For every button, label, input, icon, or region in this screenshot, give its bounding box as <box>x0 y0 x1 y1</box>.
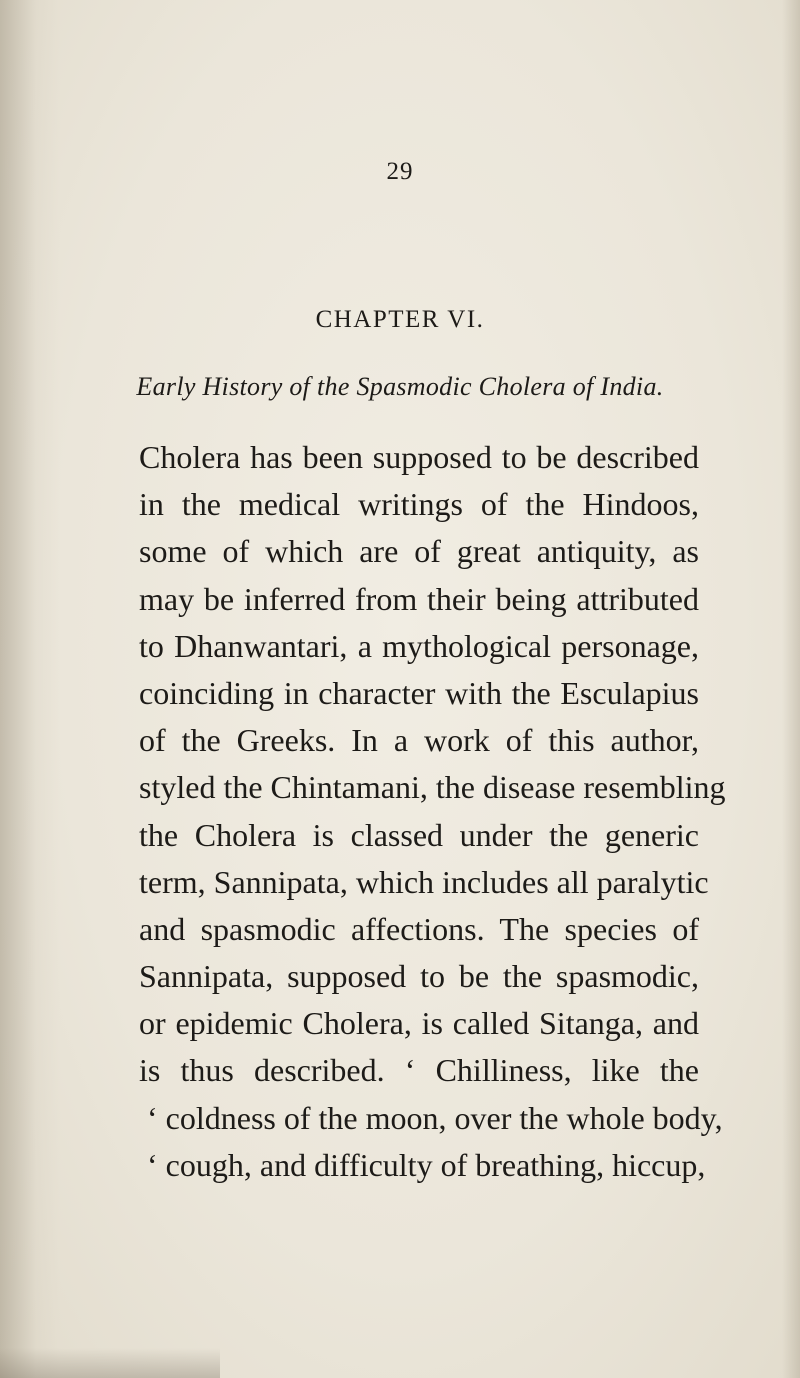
text-line: is thus described. ‘ Chilliness, like the <box>139 1052 699 1089</box>
text-line: may be inferred from their being attributed <box>139 580 699 617</box>
text-line: or epidemic Cholera, is called Sitanga, and <box>139 1005 699 1042</box>
page-stain <box>0 1348 220 1378</box>
chapter-heading: CHAPTER VI. <box>315 306 485 333</box>
chapter-subtitle: Early History of the Spasmodic Cholera of India. <box>136 372 664 401</box>
text-line: ‘ cough, and difficulty of breathing, hiccup, <box>147 1146 706 1183</box>
text-line: the Cholera is classed under the generic <box>139 816 699 853</box>
body-paragraph <box>139 434 726 1189</box>
text-line: Cholera has been supposed to be described <box>139 439 699 475</box>
text-line: in the medical writings of the Hindoos, <box>139 486 699 523</box>
text-line: some of which are of great antiquity, as <box>139 533 699 570</box>
text-line: to Dhanwantari, a mythological personage, <box>139 627 699 664</box>
text-line: and spasmodic affections. The species of <box>139 910 699 947</box>
text-line: styled the Chintamani, the disease resembling <box>139 769 726 806</box>
page-number: 29 <box>386 158 414 185</box>
text-line: Sannipata, supposed to be the spasmodic, <box>139 958 699 995</box>
binding-shadow <box>0 0 60 1378</box>
text-line: coinciding in character with the Esculapius <box>139 674 699 711</box>
page-edge-shadow <box>782 0 800 1378</box>
text-line: ‘ coldness of the moon, over the whole body, <box>147 1099 723 1136</box>
text-line: of the Greeks. In a work of this author, <box>139 722 699 759</box>
text-line: term, Sannipata, which includes all paralytic <box>139 863 709 900</box>
